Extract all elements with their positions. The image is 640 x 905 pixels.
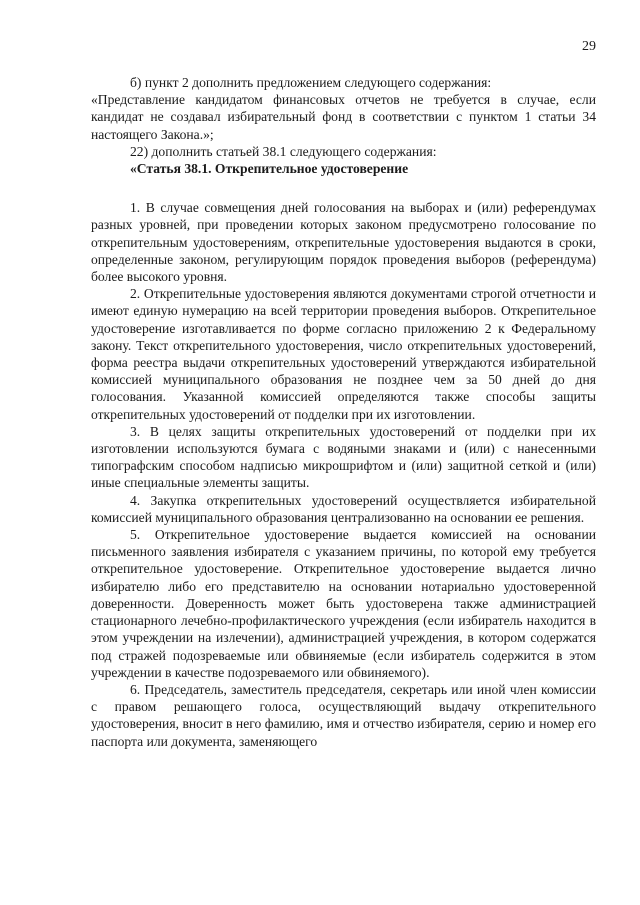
- page-number: 29: [582, 39, 596, 54]
- clause-3: 3. В целях защиты открепительных удостоверений от подделки при их изготовлении используются бумага с водяными знаками и (или) с нанесенными типографским способом надписью микрошрифтом и (или) защитной сеткой и (или) иные специальные элементы защиты.: [91, 423, 596, 491]
- clause-6: 6. Председатель, заместитель председателя, секретарь или иной член комиссии с правом решающего голоса, осуществляющий выдачу открепительного удостоверения, вносит в него фамилию, имя и отчество избирателя, серию и номер его паспорта или документа, заменяющего: [91, 681, 596, 749]
- clause-5: 5. Открепительное удостоверение выдается комиссией на основании письменного заявления избирателя с указанием причины, по которой ему требуется открепительное удостоверение. Открепительное удостоверение выдается лично избирателю либо его представителю на основании нотариально удостоверенной доверенности. Доверенность может быть удостоверена также администрацией стационарного лечебно-профилактического учреждения (если избиратель находится в этом учреждении на излечении), администрацией учреждения, в котором содержатся под стражей подозреваемые или обвиняемые (если избиратель содержится в этом учреждении в качестве подозреваемого или обвиняемого).: [91, 527, 596, 680]
- paragraph-amendment-b: б) пункт 2 дополнить предложением следующего содержания:: [130, 75, 492, 90]
- paragraph-quoted-amendment: «Представление кандидатом финансовых отчетов не требуется в случае, если кандидат не создавал избирательный фонд в соответствии с пунктом 1 статьи 34 настоящего Закона.»;: [91, 92, 596, 142]
- heading-spacer: [91, 177, 596, 199]
- article-heading: «Статья 38.1. Открепительное удостоверение: [130, 161, 409, 177]
- document-body: [91, 74, 596, 750]
- paragraph-amendment-22: 22) дополнить статьей 38.1 следующего содержания:: [130, 143, 437, 159]
- clause-4: 4. Закупка открепительных удостоверений осуществляется избирательной комиссией муниципального образования централизованно на основании ее решения.: [91, 492, 596, 525]
- clause-1: 1. В случае совмещения дней голосования на выборах и (или) референдумах разных уровней, при проведении которых законом предусмотрено голосование по открепительным удостоверениям, открепительные удостоверения выдаются в сроки, определенные законом, регулирующим порядок проведения выборов (референдума) более высокого уровня.: [91, 200, 596, 285]
- clause-2: 2. Открепительные удостоверения являются документами строгой отчетности и имеют единую нумерацию на всей территории проведения выборов. Открепительное удостоверение изготавливается по форме согласно приложению 2 к Федеральному закону. Текст открепительного удостоверения, число открепительных удостоверений, форма реестра выдачи открепительных удостоверений утверждаются избирательной комиссией муниципального образования не позднее чем за 50 дней до дня голосования. Указанной комиссией определяются также способы защиты открепительных удостоверений от подделки при их изготовлении.: [91, 286, 596, 422]
